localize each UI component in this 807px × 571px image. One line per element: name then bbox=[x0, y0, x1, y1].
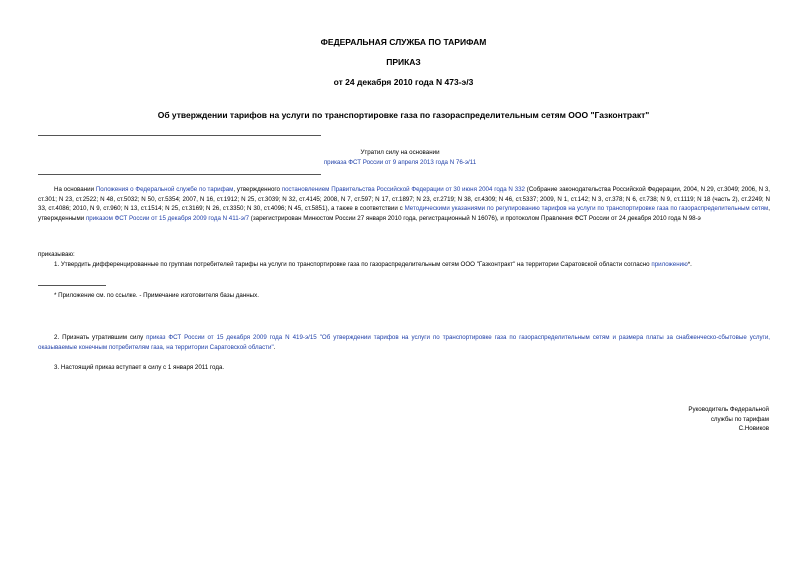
divider-top bbox=[38, 135, 321, 136]
divider-bottom bbox=[38, 174, 321, 175]
appendix-link[interactable]: приложению bbox=[651, 261, 688, 268]
preamble-text: (зарегистрирован Минюстом России 27 января 2010 года, регистрационный N 16076), и протоколом Правления ФСТ России от 24 декабря 2010 года N 98-э bbox=[249, 215, 701, 223]
item-1-tail: *. bbox=[687, 261, 692, 268]
footnote: * Приложение см. по ссылке. - Примечание изготовителя базы данных. bbox=[54, 292, 259, 299]
item-2-tail: . bbox=[273, 343, 276, 351]
preamble-text: , утвержденными bbox=[38, 205, 770, 223]
signature-position: Руководитель Федеральной bbox=[688, 406, 769, 413]
document-type: ПРИКАЗ bbox=[386, 57, 421, 67]
order-word: приказываю: bbox=[38, 251, 75, 258]
item-1-text: 1. Утвердить дифференцированные по группам потребителей тарифы на услуги по транспортировке газа по газораспределительным сетям ООО "Газконтракт" на территории Саратовской области согласно bbox=[54, 261, 652, 268]
fst-order-411-link[interactable]: приказом ФСТ России от 15 декабря 2009 года N 411-э/7 bbox=[85, 215, 250, 223]
status-line: Утратил силу на основании bbox=[360, 149, 440, 156]
signature-organization: службы по тарифам bbox=[710, 415, 769, 423]
document-title: Об утверждении тарифов на услуги по транспортировке газа по газораспределительным сетям ООО "Газконтракт" bbox=[157, 110, 650, 120]
status-link[interactable]: приказа ФСТ России от 9 апреля 2013 года N 76-э/11 bbox=[323, 158, 477, 166]
item-1 bbox=[38, 260, 770, 270]
regulation-link[interactable]: Положения о Федеральной службе по тарифам bbox=[95, 186, 234, 193]
signature-name: С.Новиков bbox=[738, 425, 769, 433]
preamble-paragraph bbox=[38, 185, 770, 224]
fst-order-419-link[interactable]: приказ ФСТ России от 15 декабря 2009 года N 419-э/15 "Об утверждении тарифов на услуги по транспортировке газа по газораспределительным сетям и размера платы за снабженческо-сбытовые услуги, оказываемые конечным потребителям газа, на территории Саратовской области" bbox=[38, 334, 770, 351]
signature-block bbox=[688, 405, 769, 434]
item-3: 3. Настоящий приказ вступает в силу с 1 января 2011 года. bbox=[54, 364, 225, 371]
item-2 bbox=[38, 333, 770, 352]
government-decree-link[interactable]: постановлением Правительства Российской Федерации от 30 июня 2004 года N 332 bbox=[281, 186, 525, 193]
preamble-text: На основании bbox=[54, 186, 96, 193]
methodical-guidelines-link[interactable]: Методическими указаниями по регулированию тарифов на услуги по транспортировке газа по газораспределительным сетям bbox=[404, 205, 769, 213]
footnote-divider bbox=[38, 285, 106, 286]
status-note bbox=[300, 148, 500, 167]
item-2-text: 2. Признать утратившим силу bbox=[54, 334, 147, 341]
document-date-number: от 24 декабря 2010 года N 473-э/3 bbox=[333, 77, 474, 87]
preamble-text: (Собрание законодательства Российской Федерации, 2004, N 29, ст.3049; 2006, N 3, ст.301; N 23, ст.2522; N 48, ст.5032; N 50, ст.5354; 2007, N 16, ст.1912; N 25, ст.3039; N 32, ст.4145; 2008, N 7, ст.597; N 17, ст.1897; N 23, ст.2719; N 38, ст.4309; N 46, ст.5337; 2009, N 1, ст.142; N 3, ст.378; N 6, ст.738; N 9, ст.1119; N 18 (часть 2), ст.2249; N 33, ст.4086; 2010, N 9, ст.960; N 13, ст.1514; N 25, ст.3169; N 26, ст.3350; N 30, ст.4096; N 45, ст.5851), а также в соответствии с bbox=[38, 186, 770, 213]
preamble-text: , утвержденного bbox=[233, 186, 282, 193]
agency-name: ФЕДЕРАЛЬНАЯ СЛУЖБА ПО ТАРИФАМ bbox=[320, 37, 487, 47]
